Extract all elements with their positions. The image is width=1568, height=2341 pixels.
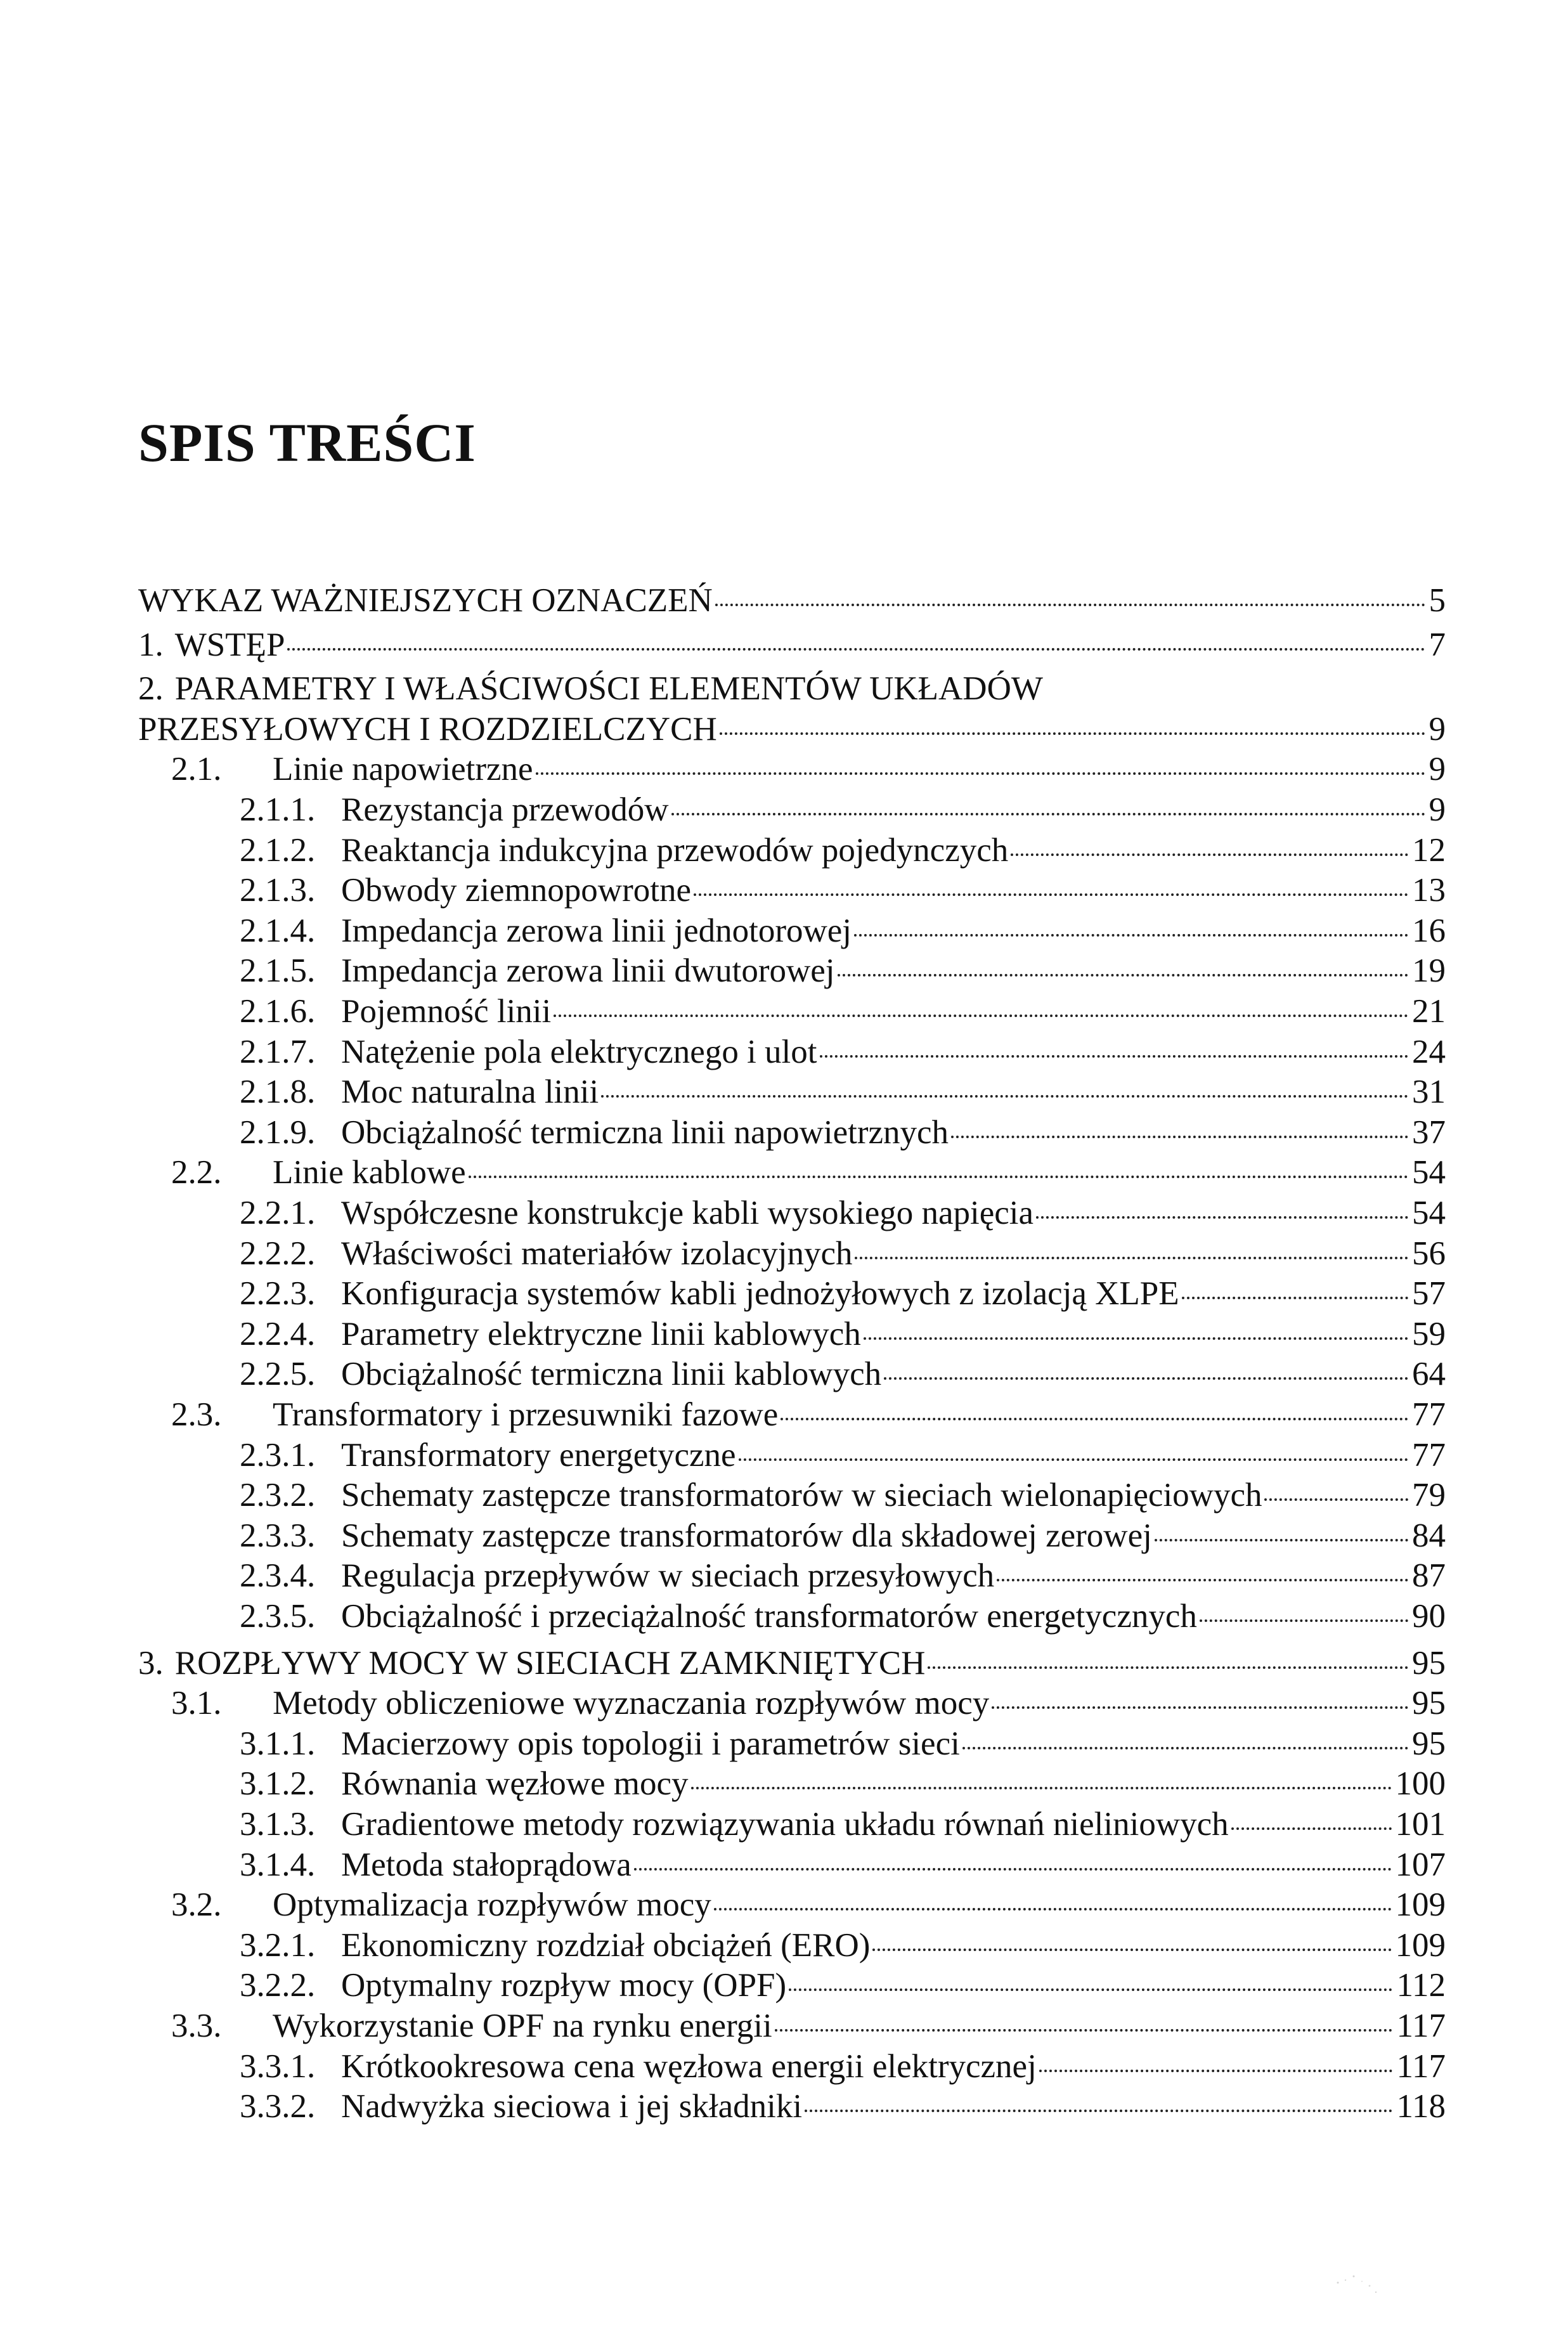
- toc-entry-page-number: 95: [1412, 1685, 1446, 1722]
- toc-entry-page-number: 95: [1412, 1725, 1446, 1762]
- toc-entry-number: 2.3.: [171, 1396, 222, 1433]
- toc-entry[interactable]: [138, 1072, 1446, 1112]
- toc-entry-number: 2.2.5.: [240, 1356, 316, 1393]
- toc-entry[interactable]: [138, 991, 1446, 1032]
- toc-entry-title: Rezystancja przewodów: [341, 791, 669, 828]
- toc-entry-page-number: 9: [1429, 751, 1446, 788]
- toc-entry-page-number: 5: [1429, 582, 1446, 619]
- toc-entry-title: Macierzowy opis topologii i parametrów sieci: [341, 1725, 960, 1762]
- toc-entry-number: 3.3.2.: [240, 2088, 316, 2125]
- toc-entry-number: 2.1.5.: [240, 952, 316, 990]
- toc-entry[interactable]: [138, 2046, 1446, 2087]
- toc-entry[interactable]: [138, 830, 1446, 871]
- dot-leader: [715, 604, 1425, 606]
- toc-entry-title: Transformatory i przesuwniki fazowe: [273, 1396, 779, 1433]
- toc-entry[interactable]: [138, 1475, 1446, 1515]
- toc-entry-page-number: 37: [1412, 1113, 1446, 1151]
- toc-entry-title: Metody obliczeniowe wyznaczania rozpływów mocy: [273, 1685, 990, 1722]
- toc-entry-title: Optymalizacja rozpływów mocy: [273, 1886, 711, 1924]
- toc-entry[interactable]: [138, 749, 1446, 789]
- dot-leader: [872, 1949, 1391, 1951]
- dot-leader: [1182, 1297, 1408, 1299]
- toc-entry-title: Schematy zastępcze transformatorów w sieciach wielonapięciowych: [341, 1477, 1262, 1514]
- toc-entry-title: Pojemność linii: [341, 993, 552, 1030]
- toc-entry[interactable]: [138, 2006, 1446, 2046]
- dot-leader: [1200, 1619, 1408, 1622]
- toc-entry-number: 3.3.: [171, 2007, 222, 2044]
- toc-entry-page-number: 31: [1412, 1073, 1446, 1111]
- dot-leader: [884, 1377, 1408, 1380]
- toc-entry[interactable]: [138, 1683, 1446, 1723]
- toc-entry-title: Regulacja przepływów w sieciach przesyłowych: [341, 1557, 995, 1595]
- toc-entry-page-number: 109: [1395, 1926, 1446, 1964]
- toc-entry-page-number: 100: [1395, 1765, 1446, 1803]
- toc-entry-number: 2.2.: [171, 1154, 222, 1191]
- toc-entry-page-number: 57: [1412, 1275, 1446, 1313]
- toc-entry-title: Ekonomiczny rozdział obciążeń (ERO): [341, 1926, 871, 1964]
- toc-entry-number: 3.2.2.: [240, 1967, 316, 2004]
- toc-entry-number: 1.: [138, 626, 164, 663]
- toc-entry-number: 2.1.1.: [240, 791, 316, 828]
- toc-entry-title: Moc naturalna linii: [341, 1073, 599, 1111]
- toc-entry-title: Równania węzłowe mocy: [341, 1765, 689, 1803]
- toc-entry-page-number: 101: [1395, 1806, 1446, 1843]
- toc-entry-page-number: 109: [1395, 1886, 1446, 1924]
- toc-entry[interactable]: [138, 1435, 1446, 1475]
- toc-entry-number: 2.3.2.: [240, 1477, 316, 1514]
- toc-entry-page-number: 77: [1412, 1436, 1446, 1474]
- toc-entry-page-number: 19: [1412, 952, 1446, 990]
- toc-entry-title: Metoda stałoprądowa: [341, 1846, 632, 1883]
- toc-entry[interactable]: [138, 1354, 1446, 1394]
- dot-leader: [775, 2029, 1393, 2032]
- toc-entry-title: PARAMETRY I WŁAŚCIWOŚCI ELEMENTÓW UKŁADÓW: [174, 670, 1043, 708]
- toc-entry[interactable]: [138, 1845, 1446, 1885]
- toc-entry-number: 2.1.8.: [240, 1073, 316, 1111]
- toc-entry-page-number: 16: [1412, 912, 1446, 949]
- toc-entry-title: Właściwości materiałów izolacyjnych: [341, 1235, 853, 1272]
- toc-entry-page-number: 56: [1412, 1235, 1446, 1272]
- dot-leader: [789, 1988, 1392, 1991]
- dot-leader: [671, 813, 1425, 815]
- page-title: SPIS TREŚCI: [138, 412, 476, 473]
- toc-entry-number: 2.: [138, 670, 164, 708]
- toc-entry-number: 2.3.3.: [240, 1517, 316, 1554]
- toc-entry[interactable]: [138, 1804, 1446, 1845]
- dot-leader: [720, 732, 1425, 735]
- dot-leader: [962, 1747, 1408, 1749]
- toc-entry-page-number: 21: [1412, 993, 1446, 1030]
- toc-entry-page-number: 13: [1412, 872, 1446, 909]
- scan-artifact: [1332, 2264, 1382, 2302]
- toc-entry-title: Krótkookresowa cena węzłowa energii elektrycznej: [341, 2047, 1037, 2085]
- toc-entry-number: 3.1.3.: [240, 1806, 316, 1843]
- toc-entry[interactable]: [138, 1643, 1446, 1683]
- toc-entry-title: Reaktancja indukcyjna przewodów pojedynczych: [341, 831, 1009, 869]
- toc-entry[interactable]: [138, 1763, 1446, 1804]
- toc-entry-page-number: 64: [1412, 1356, 1446, 1393]
- toc-entry-title: Optymalny rozpływ mocy (OPF): [341, 1967, 787, 2004]
- toc-entry[interactable]: [138, 709, 1446, 749]
- dot-leader: [838, 974, 1408, 976]
- toc-entry[interactable]: [138, 911, 1446, 951]
- toc-entry-page-number: 84: [1412, 1517, 1446, 1554]
- dot-leader: [469, 1176, 1408, 1178]
- toc-entry-page-number: 54: [1412, 1195, 1446, 1231]
- toc-entry-page-number: 59: [1412, 1315, 1446, 1352]
- toc-entry-title: Transformatory energetyczne: [341, 1436, 736, 1474]
- toc-entry-title: Obciążalność termiczna linii napowietrznych: [341, 1113, 949, 1151]
- toc-entry[interactable]: [138, 789, 1446, 830]
- toc-entry-number: 2.2.1.: [240, 1195, 316, 1231]
- toc-entry-number: 3.1.1.: [240, 1725, 316, 1762]
- dot-leader: [855, 1257, 1408, 1259]
- toc-entry[interactable]: [138, 1193, 1446, 1233]
- toc-entry-title: Schematy zastępcze transformatorów dla składowej zerowej: [341, 1517, 1152, 1554]
- dot-leader: [820, 1055, 1409, 1058]
- dot-leader: [997, 1579, 1408, 1581]
- toc-entry-title: Linie kablowe: [273, 1154, 466, 1191]
- toc-entry-number: 2.1.: [171, 751, 222, 788]
- dot-leader: [714, 1908, 1392, 1910]
- toc-entry-title: ROZPŁYWY MOCY W SIECIACH ZAMKNIĘTYCH: [174, 1644, 926, 1682]
- toc-entry-title: Nadwyżka sieciowa i jej składniki: [341, 2088, 803, 2125]
- toc-entry-number: 3.1.2.: [240, 1765, 316, 1803]
- toc-entry-page-number: 95: [1412, 1644, 1446, 1682]
- toc-entry-title: Impedancja zerowa linii jednotorowej: [341, 912, 852, 949]
- toc-entry[interactable]: [138, 1394, 1446, 1435]
- toc-entry-title: Obciążalność termiczna linii kablowych: [341, 1356, 882, 1393]
- toc-entry[interactable]: [138, 1596, 1446, 1637]
- toc-entry-number: 2.1.9.: [240, 1113, 316, 1151]
- toc-entry-page-number: 9: [1429, 791, 1446, 828]
- toc-entry-title: PRZESYŁOWYCH I ROZDZIELCZYCH: [138, 710, 717, 748]
- toc-entry[interactable]: [138, 1884, 1446, 1925]
- toc-entry[interactable]: [138, 1152, 1446, 1193]
- toc-entry[interactable]: [138, 1723, 1446, 1764]
- toc-entry-number: 2.1.2.: [240, 831, 316, 869]
- toc-entry-title: Konfiguracja systemów kabli jednożyłowych z izolacją XLPE: [341, 1275, 1179, 1313]
- toc-entry[interactable]: [138, 1233, 1446, 1274]
- toc-entry-title: Natężenie pola elektrycznego i ulot: [341, 1033, 817, 1070]
- toc-entry[interactable]: [138, 1555, 1446, 1596]
- toc-entry-number: 2.2.4.: [240, 1315, 316, 1352]
- dot-leader: [1264, 1498, 1408, 1501]
- dot-leader: [992, 1706, 1408, 1709]
- dot-leader: [287, 648, 1425, 651]
- toc-entry-title: Parametry elektryczne linii kablowych: [341, 1315, 861, 1352]
- toc-entry-number: 2.3.4.: [240, 1557, 316, 1595]
- dot-leader: [951, 1136, 1408, 1138]
- toc-entry-page-number: 87: [1412, 1557, 1446, 1595]
- toc-entry-number: 2.3.5.: [240, 1598, 316, 1635]
- toc-entry-page-number: 90: [1412, 1598, 1446, 1635]
- toc-entry-page-number: 79: [1412, 1477, 1446, 1514]
- toc-entry-number: 2.1.7.: [240, 1033, 316, 1070]
- toc-entry-number: 3.3.1.: [240, 2047, 316, 2085]
- toc-entry-title: Współczesne konstrukcje kabli wysokiego napięcia: [341, 1195, 1034, 1231]
- toc-entry[interactable]: [138, 1314, 1446, 1354]
- toc-entry[interactable]: [138, 2086, 1446, 2127]
- toc-entry-title: Obwody ziemnopowrotne: [341, 872, 691, 909]
- toc-entry-number: 2.1.6.: [240, 993, 316, 1030]
- dot-leader: [691, 1787, 1392, 1789]
- dot-leader: [781, 1418, 1408, 1420]
- toc-entry-number: 2.1.3.: [240, 872, 316, 909]
- toc-entry-title: Wykorzystanie OPF na rynku energii: [273, 2007, 772, 2044]
- toc-entry-number: 2.3.1.: [240, 1436, 316, 1474]
- toc-entry-number: 3.2.1.: [240, 1926, 316, 1964]
- dot-leader: [864, 1337, 1408, 1340]
- toc-entry-page-number: 24: [1412, 1033, 1446, 1070]
- toc-entry[interactable]: [138, 625, 1446, 665]
- toc-entry[interactable]: [138, 1515, 1446, 1556]
- dot-leader: [854, 934, 1408, 937]
- toc-entry-title: WYKAZ WAŻNIEJSZYCH OZNACZEŃ: [138, 582, 713, 619]
- toc-entry-title: Impedancja zerowa linii dwutorowej: [341, 952, 835, 990]
- toc-entry-number: 2.2.3.: [240, 1275, 316, 1313]
- toc-entry-page-number: 7: [1429, 626, 1446, 663]
- toc-entry[interactable]: [138, 1925, 1446, 1966]
- toc-entry[interactable]: [138, 1032, 1446, 1072]
- toc-entry[interactable]: [138, 1965, 1446, 2006]
- toc-entry-page-number: 118: [1396, 2088, 1446, 2125]
- toc-entry-title: Linie napowietrzne: [273, 751, 533, 788]
- dot-leader: [1011, 853, 1408, 856]
- toc-entry-page-number: 112: [1396, 1967, 1446, 2004]
- toc-entry-page-number: 12: [1412, 831, 1446, 869]
- dot-leader: [1039, 2070, 1393, 2072]
- toc-entry[interactable]: [138, 580, 1446, 621]
- toc-entry-page-number: 107: [1395, 1846, 1446, 1883]
- toc-entry-page-number: 9: [1429, 710, 1446, 748]
- dot-leader: [1036, 1216, 1408, 1219]
- toc-entry-page-number: 117: [1396, 2007, 1446, 2044]
- dot-leader: [601, 1095, 1408, 1098]
- dot-leader: [928, 1666, 1408, 1669]
- toc-entry-page-number: 117: [1396, 2047, 1446, 2085]
- toc-entry-page-number: 77: [1412, 1396, 1446, 1433]
- dot-leader: [694, 893, 1408, 896]
- dot-leader: [1155, 1539, 1408, 1541]
- toc-entry-number: 3.1.: [171, 1685, 222, 1722]
- toc-entry-title: Gradientowe metody rozwiązywania układu równań nieliniowych: [341, 1806, 1229, 1843]
- toc-entry-title: WSTĘP: [174, 626, 285, 663]
- dot-leader: [1231, 1827, 1392, 1830]
- toc-entry[interactable]: [138, 1273, 1446, 1314]
- dot-leader: [536, 772, 1425, 775]
- dot-leader: [805, 2110, 1392, 2112]
- toc-entry[interactable]: [138, 870, 1446, 911]
- toc-entry[interactable]: [138, 1112, 1446, 1153]
- toc-entry-title: Obciążalność i przeciążalność transformatorów energetycznych: [341, 1598, 1197, 1635]
- dot-leader: [739, 1458, 1408, 1461]
- toc-entry-number: 3.2.: [171, 1886, 222, 1924]
- toc-entry[interactable]: [138, 668, 1446, 709]
- toc-entry-number: 3.1.4.: [240, 1846, 316, 1883]
- toc-entry-number: 2.2.2.: [240, 1235, 316, 1272]
- toc-entry-number: 3.: [138, 1644, 164, 1682]
- toc-entry-page-number: 54: [1412, 1154, 1446, 1191]
- dot-leader: [554, 1015, 1408, 1017]
- toc-entry-number: 2.1.4.: [240, 912, 316, 949]
- toc-entry[interactable]: [138, 950, 1446, 991]
- dot-leader: [634, 1868, 1392, 1871]
